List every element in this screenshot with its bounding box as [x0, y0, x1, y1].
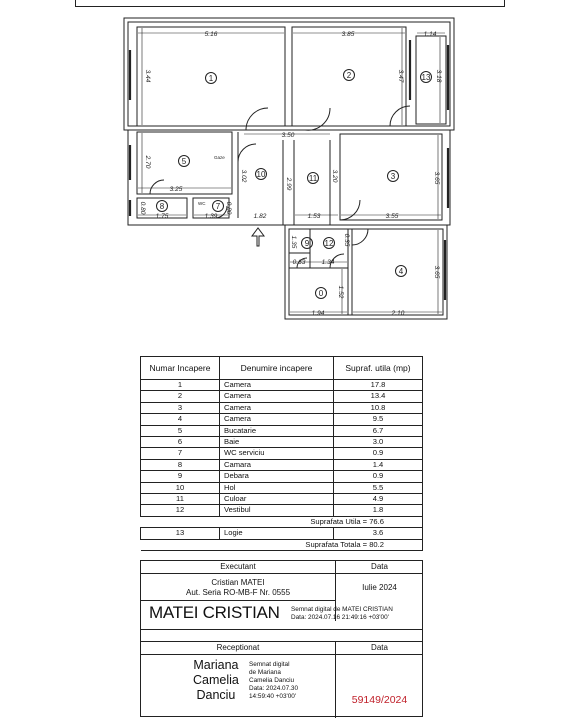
room-number: 9 — [304, 239, 310, 248]
dimension-label: 0.63 — [292, 259, 306, 266]
room-num-cell: 10 — [141, 482, 220, 493]
room-number: 3 — [390, 172, 396, 181]
room-num-cell: 8 — [141, 459, 220, 470]
column-header: Supraf. utila (mp) — [334, 357, 423, 380]
executant-name: Cristian MATEI — [211, 578, 265, 587]
dimension-label: 1.94 — [311, 310, 325, 317]
floor-plan — [0, 0, 577, 340]
room-area-cell: 6.7 — [334, 425, 423, 436]
dimension-label: 5.16 — [204, 31, 218, 38]
dimension-label: 3.02 — [240, 169, 247, 183]
room-name-cell: Camera — [220, 402, 334, 413]
dimension-label: 3.20 — [331, 169, 338, 183]
room-num-cell: 11 — [141, 494, 220, 505]
room-num-cell: 6 — [141, 437, 220, 448]
dimension-label: 1.39 — [204, 213, 218, 220]
room-name-cell: WC serviciu — [220, 448, 334, 459]
room-name-cell: Camera — [220, 414, 334, 425]
room-num-cell: 3 — [141, 402, 220, 413]
dimension-label: 3.25 — [169, 186, 183, 193]
room-number: 7 — [215, 202, 221, 211]
digital-signature-line: Data: 2024.07.16 21:49:16 +03'00' — [291, 614, 389, 621]
sum-row — [141, 516, 423, 527]
room-number: 12 — [324, 239, 334, 248]
room-num-cell: 4 — [141, 414, 220, 425]
room-area-cell: 3.0 — [334, 437, 423, 448]
room-area-cell: 5.5 — [334, 482, 423, 493]
room-name-cell: Camera — [220, 391, 334, 402]
room-num-cell: 2 — [141, 391, 220, 402]
sum-spacer — [141, 516, 220, 527]
room-area-cell: 4.9 — [334, 494, 423, 505]
room-number: 5 — [181, 157, 187, 166]
room-area-cell: 17.8 — [334, 380, 423, 391]
table-row — [141, 391, 423, 402]
dimension-label: 2.10 — [391, 310, 405, 317]
dimension-label: 3.55 — [385, 213, 399, 220]
receptionat-signature-name — [193, 658, 239, 703]
dimension-label: 1.53 — [307, 213, 321, 220]
room-area-cell: 0.9 — [334, 448, 423, 459]
room-area-cell: 1.8 — [334, 505, 423, 516]
room-number: 10 — [256, 170, 266, 179]
dimension-label: 3.44 — [144, 69, 151, 83]
dimension-label: 3.65 — [433, 265, 440, 279]
executant-authorization: Aut. Seria RO-MB-F Nr. 0555 — [185, 588, 291, 597]
table-row — [141, 425, 423, 436]
dimension-label: 1.52 — [337, 285, 344, 299]
room-number: 13 — [421, 73, 431, 82]
dimension-label: 2.99 — [285, 177, 292, 191]
executant-header-row — [141, 561, 422, 574]
table-row — [141, 437, 423, 448]
receptionat-label: Receptionat — [216, 643, 260, 652]
executant-signature-name: MATEI CRISTIAN — [149, 603, 280, 622]
room-label: WC — [198, 201, 206, 206]
room-area-cell: 10.8 — [334, 402, 423, 413]
room-name-cell: Camera — [220, 380, 334, 391]
column-header: Denumire incapere — [220, 357, 334, 380]
room-num-cell: 7 — [141, 448, 220, 459]
dimension-label: 1.35 — [290, 235, 297, 249]
digital-signature — [291, 606, 393, 622]
executant-date: Iulie 2024 — [362, 583, 397, 592]
room-table — [140, 356, 423, 551]
dimension-label: 1.14 — [423, 31, 437, 38]
dimension-label: 0.80 — [139, 201, 146, 215]
room-name-cell: Camara — [220, 459, 334, 470]
table-header-row — [141, 357, 423, 380]
table-row — [141, 528, 423, 539]
room-num-cell: 9 — [141, 471, 220, 482]
dimension-label: 3.50 — [281, 132, 295, 139]
table-row — [141, 380, 423, 391]
divider — [141, 629, 422, 630]
table-row — [141, 448, 423, 459]
dimension-label: 3.47 — [397, 69, 404, 83]
room-num-cell: 12 — [141, 505, 220, 516]
dimension-label: 1.75 — [155, 213, 169, 220]
table-row — [141, 459, 423, 470]
digital-signature — [249, 661, 298, 701]
room-area-cell: 13.4 — [334, 391, 423, 402]
dimension-label: 0.80 — [225, 201, 232, 215]
room-number: 11 — [308, 174, 318, 183]
dimension-label: 1.82 — [253, 213, 267, 220]
room-area-cell: 1.4 — [334, 459, 423, 470]
room-name-cell: Baie — [220, 437, 334, 448]
room-number: 2 — [346, 71, 352, 80]
data-label: Data — [371, 562, 388, 571]
room-number: 4 — [398, 267, 404, 276]
room-area-cell: 0.9 — [334, 471, 423, 482]
dimension-label: 2.70 — [144, 155, 151, 169]
executant-info — [141, 574, 335, 601]
dimension-label: 1.34 — [321, 259, 335, 266]
room-number: 1 — [208, 74, 214, 83]
digital-signature-line: de Mariana — [249, 669, 281, 676]
room-area-cell: 3.6 — [334, 528, 423, 539]
room-num-cell: 13 — [141, 528, 220, 539]
receptionat-name-line: Camelia — [193, 673, 239, 687]
sum-utila: Suprafata Utila = 76.6 — [220, 516, 423, 527]
data-label: Data — [371, 643, 388, 652]
room-number: 8 — [159, 202, 165, 211]
table-row — [141, 494, 423, 505]
signature-block — [140, 560, 423, 717]
sum-row — [141, 539, 423, 550]
sum-spacer — [141, 539, 220, 550]
table-row — [141, 471, 423, 482]
room-name-cell: Culoar — [220, 494, 334, 505]
column-header: Numar Incapere — [141, 357, 220, 380]
dimension-label: 0.35 — [343, 233, 350, 247]
digital-signature-line: 14:59:40 +03'00' — [249, 693, 297, 700]
digital-signature-line: Data: 2024.07.30 — [249, 685, 299, 692]
dimension-label: 3.65 — [433, 171, 440, 185]
table-row — [141, 402, 423, 413]
receptionat-name-line: Danciu — [196, 688, 236, 702]
table-row — [141, 414, 423, 425]
room-area-cell: 9.5 — [334, 414, 423, 425]
digital-signature-line: Semnat digital de MATEI CRISTIAN — [291, 606, 393, 613]
room-label: Gaze — [214, 155, 225, 160]
registration-number: 59149/2024 — [351, 694, 408, 706]
dimension-label: 3.18 — [435, 69, 442, 83]
dimension-label: 3.85 — [341, 31, 355, 38]
receptionat-header-row — [141, 641, 422, 655]
room-num-cell: 5 — [141, 425, 220, 436]
table-row — [141, 505, 423, 516]
sum-totala: Suprafata Totala = 80.2 — [220, 539, 423, 550]
room-number: 0 — [318, 289, 324, 298]
room-num-cell: 1 — [141, 380, 220, 391]
room-name-cell: Hol — [220, 482, 334, 493]
room-name-cell: Vestibul — [220, 505, 334, 516]
digital-signature-line: Semnat digital — [249, 661, 290, 668]
table-row — [141, 482, 423, 493]
room-name-cell: Debara — [220, 471, 334, 482]
receptionat-name-line: Mariana — [193, 658, 239, 672]
room-name-cell: Logie — [220, 528, 334, 539]
room-name-cell: Bucatarie — [220, 425, 334, 436]
executant-label: Executant — [220, 562, 256, 571]
digital-signature-line: Camelia Danciu — [249, 677, 295, 684]
